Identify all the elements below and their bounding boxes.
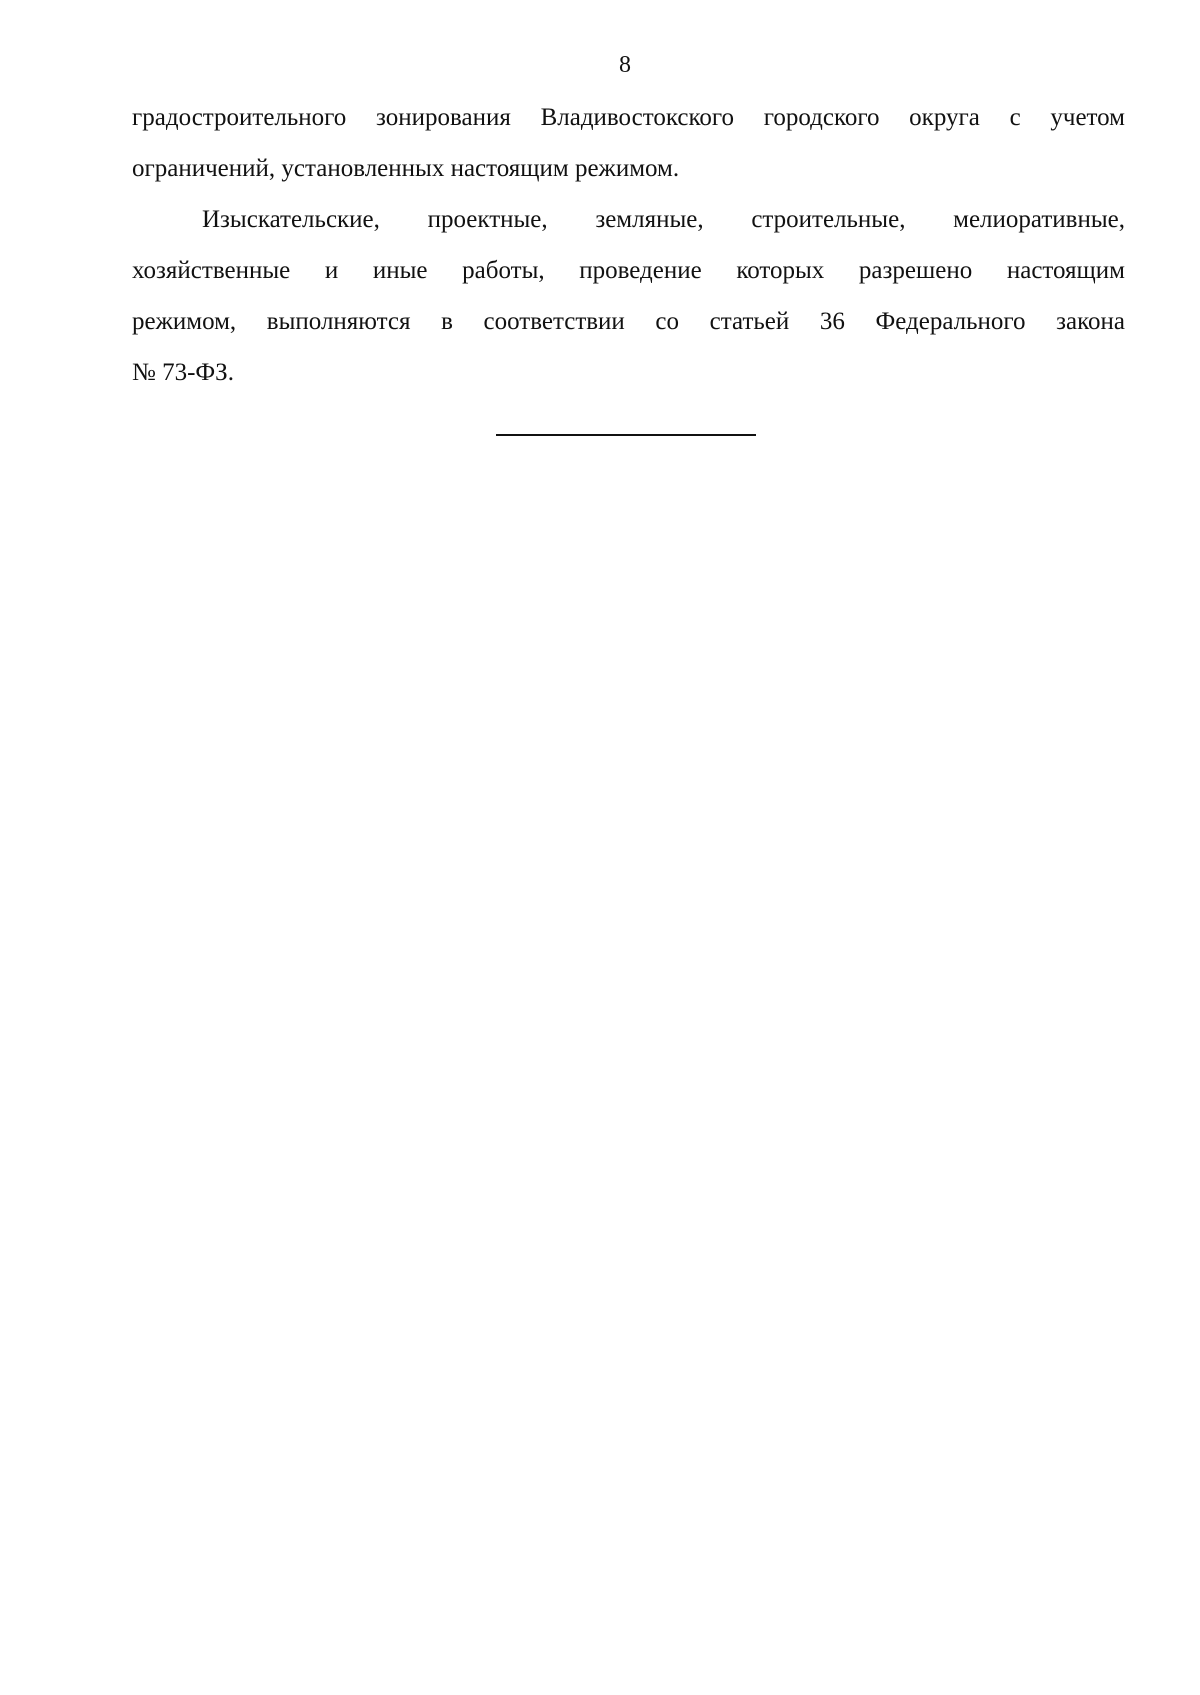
continuation-line-2: ограничений, установленных настоящим режимом.	[132, 155, 680, 182]
end-of-text-rule	[496, 434, 756, 436]
works-paragraph	[132, 194, 1125, 398]
works-line-1: Изыскательские, проектные, земляные, строительные, мелиоративные,	[202, 206, 1125, 233]
continuation-line-1: градостроительного зонирования Владивостокского городского округа с учетом	[132, 104, 1125, 131]
works-line-2: хозяйственные и иные работы, проведение которых разрешено настоящим	[132, 257, 1125, 284]
page-number: 8	[619, 52, 631, 78]
document-body	[132, 92, 1125, 398]
works-line-4: № 73-ФЗ.	[132, 359, 234, 386]
works-line-3: режимом, выполняются в соответствии со статьей 36 Федерального закона	[132, 308, 1125, 335]
continuation-paragraph	[132, 92, 1125, 194]
